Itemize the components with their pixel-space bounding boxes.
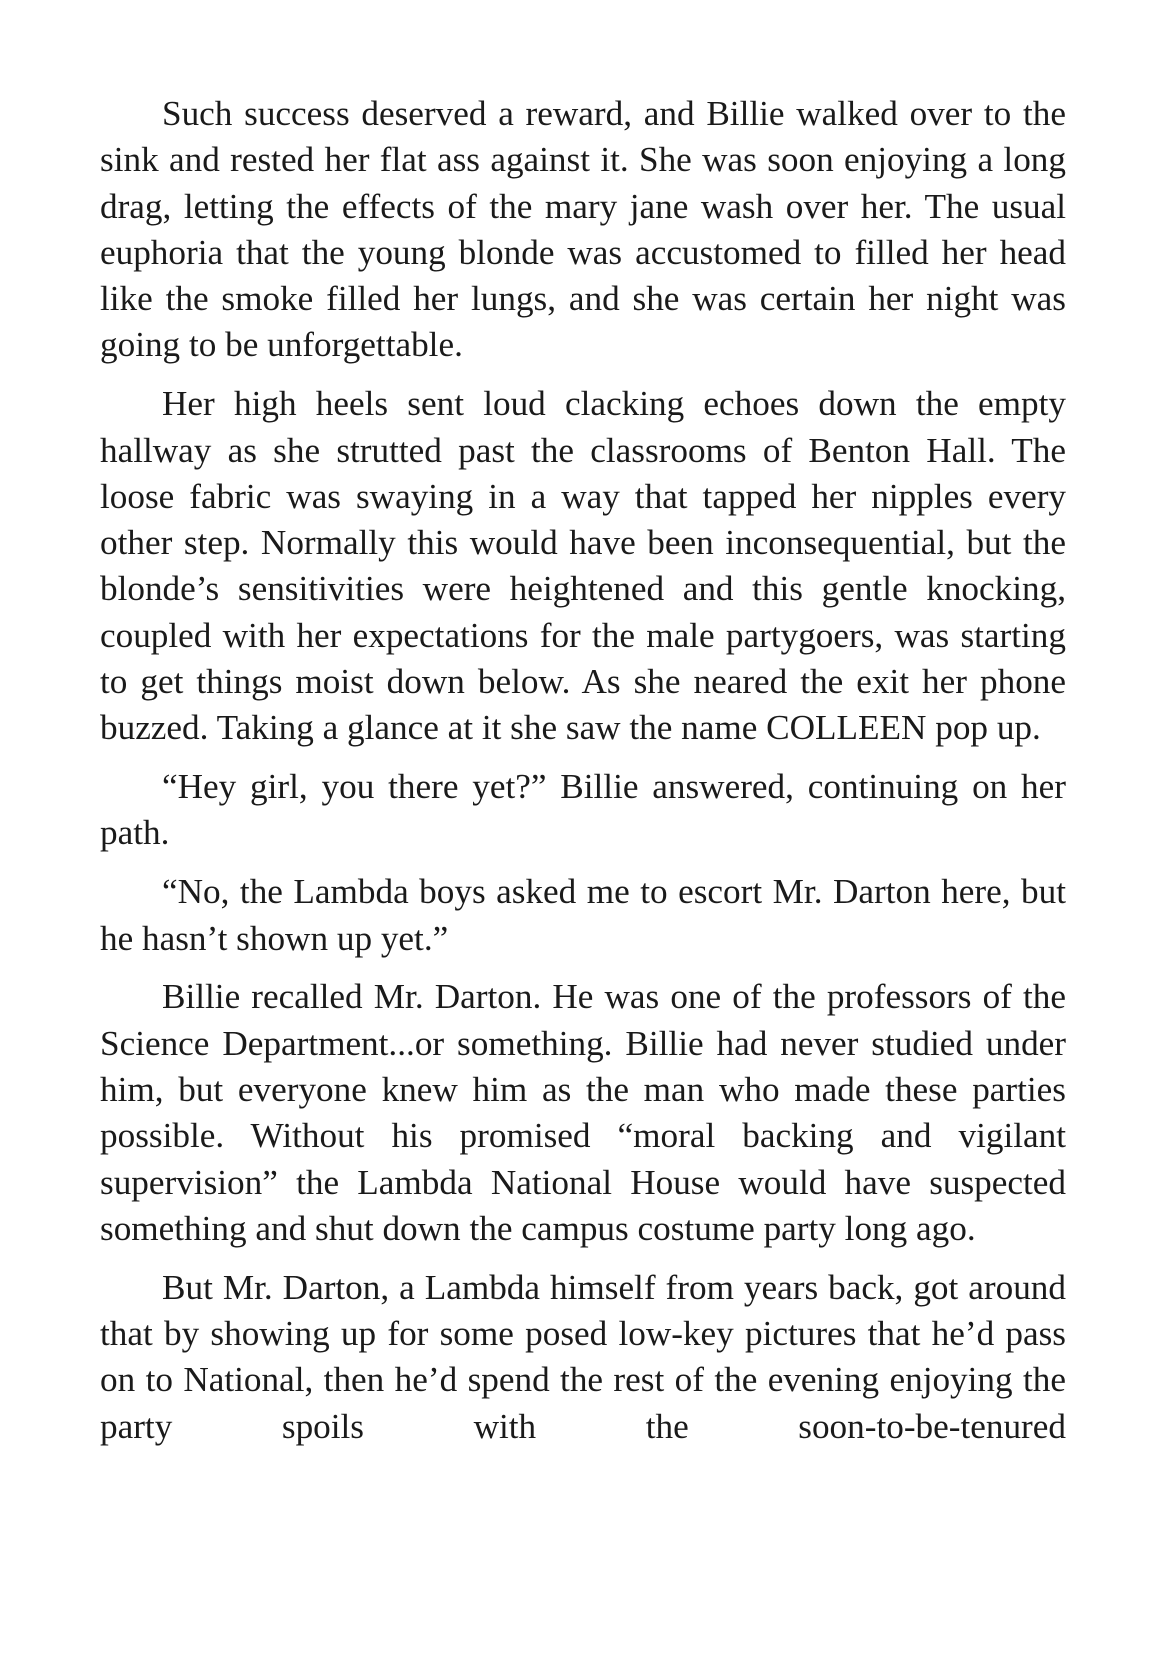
paragraph-lambda-pictures: But Mr. Darton, a Lambda himself from years back, got around that by showing up for some posed low-key pictures that he’d pass on to National, then he’d spend the rest of the evening enjoying the party spoils with the soon-to-be-tenured — [100, 1267, 1066, 1446]
paragraph-colleen-reply: “No, the Lambda boys asked me to escort Mr. Darton here, but he hasn’t shown up yet.” — [100, 872, 1066, 958]
paragraph-hallway: Her high heels sent loud clacking echoes down the empty hallway as she strutted past the classrooms of Benton Hall. The loose fabric was swaying in a way that tapped her nipples every other step. Normally this would have been inconsequential, but the blonde’s sensitivities were heightened and this gentle knocking, coupled with her expectations for the male partygoers, was starting to get things moist down below. As she neared the exit her phone buzzed. Taking a glance at it she saw the name COLLEEN pop up. — [100, 384, 1066, 748]
paragraph-mr-darton: Billie recalled Mr. Darton. He was one of the professors of the Science Department...or something. Billie had never studied under him, but everyone knew him as the man who made these parties possible. Without his promised “moral backing and vigilant supervision” the Lambda National House would have suspected something and shut down the campus costume party long ago. — [100, 977, 1066, 1248]
paragraph-billie-answer: “Hey girl, you there yet?” Billie answered, continuing on her path. — [100, 767, 1066, 853]
paragraph-reward: Such success deserved a reward, and Billie walked over to the sink and rested her flat ass against it. She was soon enjoying a long drag, letting the effects of the mary jane wash over her. The usual euphoria that the young blonde was accustomed to filled her head like the smoke filled her lungs, and she was certain her night was going to be unforgettable. — [100, 94, 1066, 365]
book-page-body — [100, 91, 1066, 1462]
